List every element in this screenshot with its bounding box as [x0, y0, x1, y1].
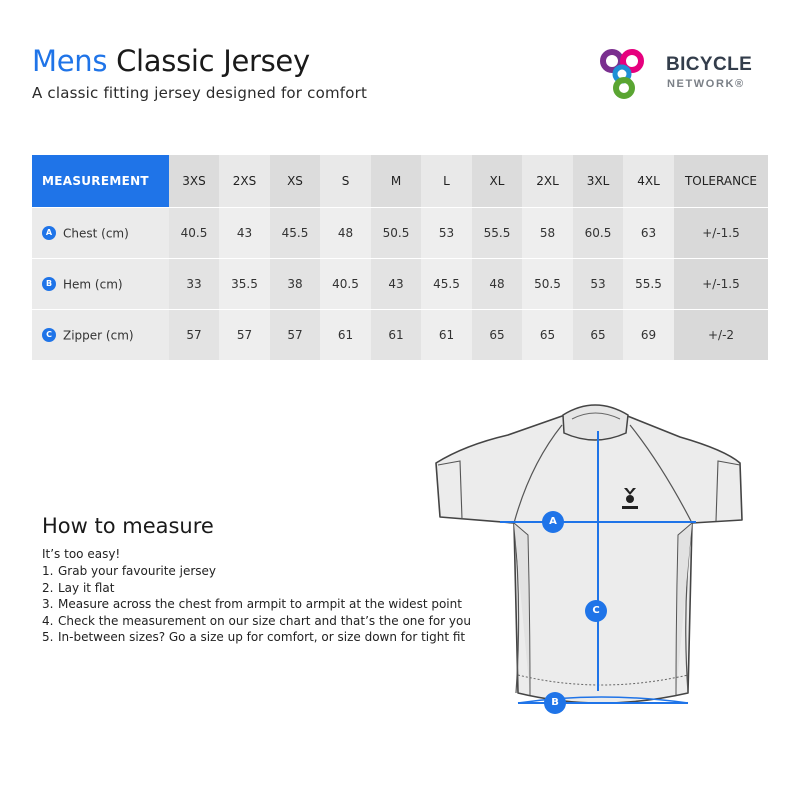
table-cell: 57: [219, 310, 270, 361]
table-header-row: [32, 155, 768, 208]
size-header: M: [371, 155, 421, 208]
step-number: 3.: [42, 597, 54, 611]
step-text: Grab your favourite jersey: [58, 564, 216, 578]
table-cell: 55.5: [623, 259, 674, 310]
measurement-header: MEASUREMENT: [32, 155, 169, 208]
list-item: [42, 563, 471, 580]
badge-c: C: [42, 328, 56, 342]
badge-a: A: [42, 226, 56, 240]
jersey-outline: [430, 395, 760, 720]
size-header: L: [421, 155, 472, 208]
table-cell: 61: [320, 310, 371, 361]
table-cell: 65: [573, 310, 623, 361]
table-cell: 40.5: [320, 259, 371, 310]
size-header: 2XL: [522, 155, 573, 208]
table-cell: 61: [421, 310, 472, 361]
table-cell: 69: [623, 310, 674, 361]
tolerance-cell: +/-2: [674, 310, 768, 361]
table-cell: 57: [169, 310, 219, 361]
table-row-zipper: [32, 310, 768, 361]
table-cell: 45.5: [421, 259, 472, 310]
table-cell: 48: [472, 259, 522, 310]
size-header: XS: [270, 155, 320, 208]
row-label: Chest (cm): [63, 226, 129, 241]
size-header: 2XS: [219, 155, 270, 208]
table-cell: 33: [169, 259, 219, 310]
size-header: 3XS: [169, 155, 219, 208]
step-number: 1.: [42, 564, 54, 578]
list-item: [42, 629, 471, 646]
how-to-measure-title: How to measure: [42, 514, 214, 538]
logo-word-network: NETWORK®: [667, 78, 745, 90]
step-text: Measure across the chest from armpit to armpit at the widest point: [58, 597, 462, 611]
row-label: Hem (cm): [63, 277, 123, 292]
marker-a-chest: A: [542, 511, 564, 533]
step-number: 4.: [42, 613, 54, 628]
row-label-cell: [32, 208, 169, 259]
row-label-cell: [32, 259, 169, 310]
list-item: [42, 580, 471, 597]
size-header: 3XL: [573, 155, 623, 208]
table-cell: 53: [573, 259, 623, 310]
table-cell: 50.5: [371, 208, 421, 259]
table-cell: 57: [270, 310, 320, 361]
page-title: [32, 44, 310, 78]
step-text: In-between sizes? Go a size up for comfort, or size down for tight fit: [58, 630, 466, 644]
table-cell: 65: [472, 310, 522, 361]
marker-c-zipper: C: [585, 600, 607, 622]
table-cell: 63: [623, 208, 674, 259]
table-cell: 45.5: [270, 208, 320, 259]
row-label: Zipper (cm): [63, 328, 134, 343]
size-header: 4XL: [623, 155, 674, 208]
table-cell: 65: [522, 310, 573, 361]
tolerance-cell: +/-1.5: [674, 208, 768, 259]
step-number: 5.: [42, 630, 54, 644]
step-text: Lay it flat: [58, 580, 115, 595]
table-row-hem: [32, 259, 768, 310]
step-text: Check the measurement on our size chart and that’s the one for you: [58, 613, 471, 628]
tolerance-header: TOLERANCE: [674, 155, 768, 208]
table-cell: 53: [421, 208, 472, 259]
jersey-diagram: [430, 395, 760, 720]
table-cell: 43: [371, 259, 421, 310]
table-cell: 55.5: [472, 208, 522, 259]
list-item: [42, 613, 471, 630]
chain-link-icon: [600, 48, 662, 100]
table-cell: 50.5: [522, 259, 573, 310]
size-header: XL: [472, 155, 522, 208]
table-cell: 60.5: [573, 208, 623, 259]
table-cell: 43: [219, 208, 270, 259]
tolerance-cell: +/-1.5: [674, 259, 768, 310]
table-row-chest: [32, 208, 768, 259]
bicycle-network-logo: [600, 48, 780, 100]
step-number: 2.: [42, 580, 54, 595]
row-label-cell: [32, 310, 169, 361]
size-chart-table: [32, 155, 768, 360]
table-cell: 35.5: [219, 259, 270, 310]
logo-word-bicycle: BICYCLE: [666, 54, 753, 75]
table-cell: 40.5: [169, 208, 219, 259]
how-to-steps: [42, 563, 471, 646]
marker-b-hem: B: [544, 692, 566, 714]
title-rest: Classic Jersey: [116, 44, 310, 78]
table-cell: 38: [270, 259, 320, 310]
table-cell: 61: [371, 310, 421, 361]
title-accent: Mens: [32, 44, 108, 78]
table-cell: 48: [320, 208, 371, 259]
badge-b: B: [42, 277, 56, 291]
list-item: [42, 596, 471, 613]
size-header: S: [320, 155, 371, 208]
how-to-intro: It’s too easy!: [42, 547, 121, 561]
table-cell: 58: [522, 208, 573, 259]
page-subtitle: A classic fitting jersey designed for comfort: [32, 84, 368, 102]
